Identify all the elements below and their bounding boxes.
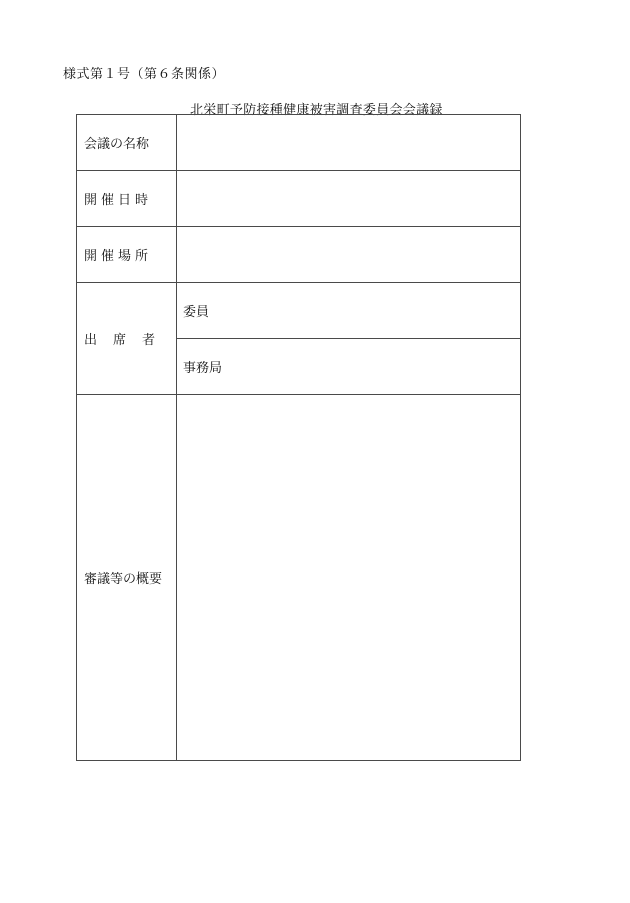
- venue-field[interactable]: [177, 227, 521, 283]
- summary-row: [77, 395, 521, 761]
- venue-row: [77, 227, 521, 283]
- secretariat-label: 事務局: [183, 361, 223, 376]
- meeting-name-label: 会議の名称: [77, 115, 177, 171]
- datetime-field[interactable]: [177, 171, 521, 227]
- meeting-name-row: [77, 115, 521, 171]
- members-label: 委員: [183, 305, 210, 320]
- minutes-table: [76, 114, 521, 761]
- attendees-members-row: [77, 283, 521, 339]
- meeting-name-field[interactable]: [177, 115, 521, 171]
- datetime-row: [77, 171, 521, 227]
- summary-label: 審議等の概要: [77, 395, 177, 761]
- secretariat-field[interactable]: [177, 339, 521, 395]
- document-title: 北栄町予防接種健康被害調査委員会会議録: [190, 103, 443, 118]
- summary-field[interactable]: [177, 395, 521, 761]
- datetime-label: 開催日時: [77, 171, 177, 227]
- members-field[interactable]: [177, 283, 521, 339]
- venue-label: 開催場所: [77, 227, 177, 283]
- form-number: 様式第１号（第６条関係）: [63, 67, 226, 82]
- attendees-label: 出席者: [77, 283, 177, 395]
